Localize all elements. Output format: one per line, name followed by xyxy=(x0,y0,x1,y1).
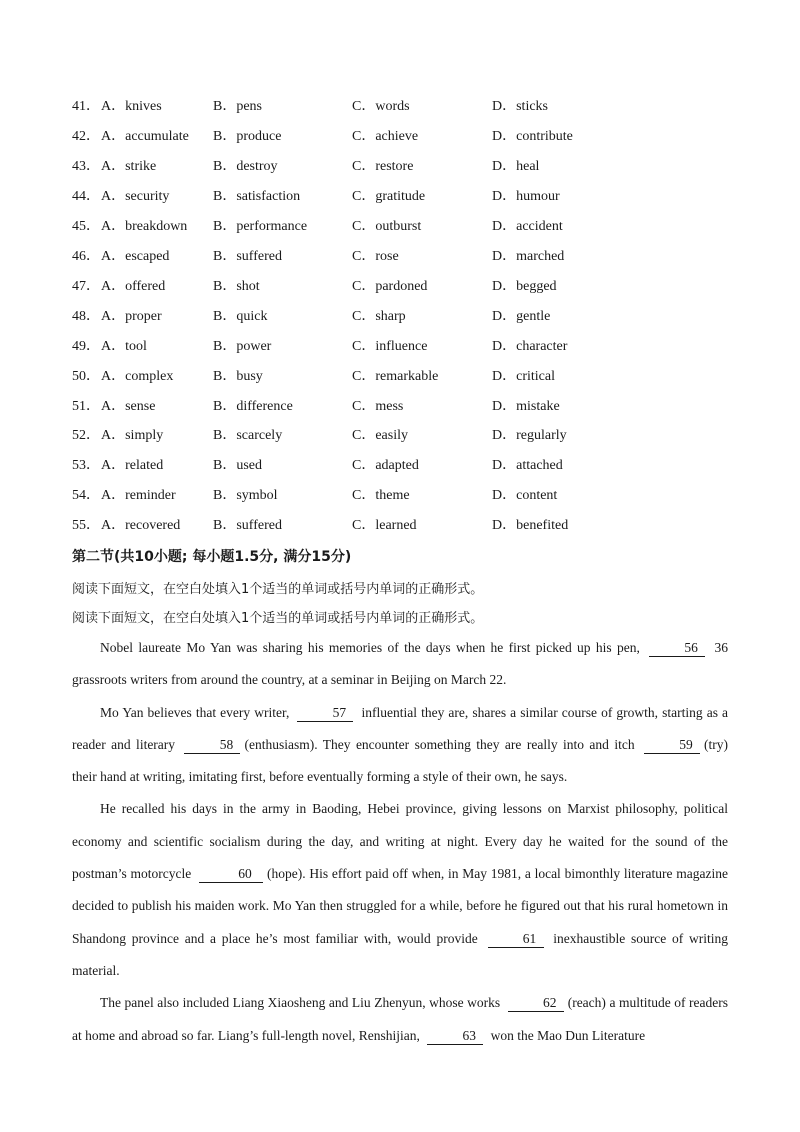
question-number: 47． xyxy=(72,278,100,294)
option-a[interactable]: A．strike xyxy=(101,158,157,174)
option-d[interactable]: D．contribute xyxy=(492,128,573,144)
option-c[interactable]: C．restore xyxy=(352,158,414,174)
question-number: 45． xyxy=(72,218,100,234)
option-c[interactable]: C．remarkable xyxy=(352,368,439,384)
option-c[interactable]: C．mess xyxy=(352,398,404,414)
paragraph-text: He recalled his days in the army in Baoding, Hebei province, giving lessons on Marxist philosophy, political economy and scientific socialism during the day, and writing at night. Every day he waited for the sound of the postman’s motorcycle xyxy=(72,801,728,882)
option-a[interactable]: A．breakdown xyxy=(101,218,188,234)
paragraph-text: Mo Yan believes that every writer, xyxy=(100,704,290,720)
section-title: 第二节(共10小题; 每小题1.5分, 满分15分) xyxy=(72,549,352,565)
option-d[interactable]: D．sticks xyxy=(492,99,548,114)
option-d[interactable]: D．gentle xyxy=(492,308,551,324)
blank-62[interactable]: 62 xyxy=(508,994,564,1012)
option-b[interactable]: B．power xyxy=(213,338,272,354)
paragraph-text: (enthusiasm). They encounter something they are really into and itch xyxy=(244,736,635,752)
option-d[interactable]: D．humour xyxy=(492,188,560,204)
option-b[interactable]: B．symbol xyxy=(213,488,278,504)
question-number: 41． xyxy=(72,99,100,114)
option-c[interactable]: C．outburst xyxy=(352,218,422,234)
question-number: 54． xyxy=(72,488,100,504)
paragraph-text: (try) their hand at writing, imitating first, before eventually forming a style of their own, he says. xyxy=(72,736,729,785)
paragraph-text: inexhaustible source of writing material. xyxy=(72,930,728,978)
option-b[interactable]: B．busy xyxy=(213,368,263,384)
option-a[interactable]: A．recovered xyxy=(101,518,181,534)
blank-63[interactable]: 63 xyxy=(427,1027,483,1045)
option-d[interactable]: D．mistake xyxy=(492,398,560,414)
option-b[interactable]: B．satisfaction xyxy=(213,188,301,204)
option-c[interactable]: C．pardoned xyxy=(352,278,428,294)
option-b[interactable]: B．suffered xyxy=(213,518,282,534)
instruction-line-2: 阅读下面短文，在空白处填入1个适当的单词或括号内单词的正确形式。 xyxy=(72,611,484,626)
option-b[interactable]: B．suffered xyxy=(213,248,282,264)
option-c[interactable]: C．theme xyxy=(352,488,410,504)
paragraph-2 xyxy=(72,697,728,794)
option-c[interactable]: C．adapted xyxy=(352,458,419,474)
option-a[interactable]: A．reminder xyxy=(101,488,176,504)
option-b[interactable]: B．destroy xyxy=(213,158,278,174)
option-a[interactable]: A．knives xyxy=(101,99,162,114)
blank-56[interactable]: 56 xyxy=(649,639,705,657)
option-a[interactable]: A．tool xyxy=(101,338,147,354)
question-number: 43． xyxy=(72,158,100,174)
option-d[interactable]: D．benefited xyxy=(492,518,569,534)
option-b[interactable]: B．shot xyxy=(213,278,260,294)
option-d[interactable]: D．accident xyxy=(492,218,563,234)
option-c[interactable]: C．learned xyxy=(352,518,417,534)
question-number: 44． xyxy=(72,188,100,204)
option-a[interactable]: A．complex xyxy=(101,368,174,384)
paragraph-text: The panel also included Liang Xiaosheng and Liu Zhenyun, whose works xyxy=(100,995,501,1011)
option-d[interactable]: D．begged xyxy=(492,278,557,294)
option-a[interactable]: A．sense xyxy=(101,398,156,414)
question-number: 53． xyxy=(72,458,100,474)
option-c[interactable]: C．sharp xyxy=(352,308,406,324)
passage xyxy=(72,632,728,1052)
option-b[interactable]: B．scarcely xyxy=(213,428,283,444)
option-a[interactable]: A．offered xyxy=(101,278,166,294)
option-c[interactable]: C．gratitude xyxy=(352,188,426,204)
option-d[interactable]: D．marched xyxy=(492,248,565,264)
option-b[interactable]: B．used xyxy=(213,458,262,474)
option-b[interactable]: B．performance xyxy=(213,218,308,234)
question-number: 49． xyxy=(72,338,100,354)
paragraph-text: Nobel laureate Mo Yan was sharing his memories of the days when he first picked up his pen, xyxy=(100,640,640,655)
option-b[interactable]: B．pens xyxy=(213,99,262,114)
paragraph-text: 36 grassroots writers from around the country, at a seminar in Beijing on March 22. xyxy=(72,640,729,688)
paragraph-text: influential they are, shares a similar course of growth, starting as a reader and literary xyxy=(72,704,729,752)
option-a[interactable]: A．simply xyxy=(101,428,164,444)
paragraph-4 xyxy=(72,987,728,1052)
option-d[interactable]: D．character xyxy=(492,338,568,354)
blank-57[interactable]: 57 xyxy=(297,704,353,722)
option-a[interactable]: A．security xyxy=(101,188,170,204)
option-d[interactable]: D．content xyxy=(492,488,558,504)
blank-59[interactable]: 59 xyxy=(644,736,700,754)
question-number: 52． xyxy=(72,428,100,444)
question-number: 50． xyxy=(72,368,100,384)
blank-61[interactable]: 61 xyxy=(488,930,544,948)
paragraph-text: (hope). His effort paid off when, in May 1981, a local bimonthly literature magazine decided to publish his maiden work. Mo Yan then struggled for a while, before he figured out that his rural hometown in Shandong province and a place he’s most familiar with, would provide xyxy=(72,866,729,946)
option-a[interactable]: A．escaped xyxy=(101,248,170,264)
blank-58[interactable]: 58 xyxy=(184,736,240,754)
paragraph-text: (reach) a multitude of readers at home and abroad so far. Liang’s full-length novel, Renshijian, xyxy=(72,995,729,1043)
paragraph-3 xyxy=(72,793,728,987)
option-b[interactable]: B．produce xyxy=(213,128,282,144)
instruction-line-1: 阅读下面短文，在空白处填入1个适当的单词或括号内单词的正确形式。 xyxy=(72,582,484,597)
option-d[interactable]: D．attached xyxy=(492,458,563,474)
question-number: 48． xyxy=(72,308,100,324)
paragraph-1 xyxy=(72,632,728,697)
option-d[interactable]: D．regularly xyxy=(492,428,567,444)
option-b[interactable]: B．quick xyxy=(213,308,268,324)
question-number: 46． xyxy=(72,248,100,264)
option-a[interactable]: A．proper xyxy=(101,308,162,324)
option-c[interactable]: C．influence xyxy=(352,338,428,354)
option-a[interactable]: A．related xyxy=(101,458,164,474)
option-d[interactable]: D．heal xyxy=(492,158,540,174)
blank-60[interactable]: 60 xyxy=(199,865,263,883)
option-c[interactable]: C．achieve xyxy=(352,128,419,144)
question-number: 55． xyxy=(72,518,100,534)
option-c[interactable]: C．rose xyxy=(352,248,399,264)
question-number: 42． xyxy=(72,128,100,144)
option-c[interactable]: C．easily xyxy=(352,428,408,444)
paragraph-text: won the Mao Dun Literature xyxy=(490,1027,646,1043)
option-b[interactable]: B．difference xyxy=(213,398,293,414)
option-c[interactable]: C．words xyxy=(352,99,410,114)
option-d[interactable]: D．critical xyxy=(492,368,555,384)
option-a[interactable]: A．accumulate xyxy=(101,128,189,144)
question-number: 51． xyxy=(72,398,100,414)
